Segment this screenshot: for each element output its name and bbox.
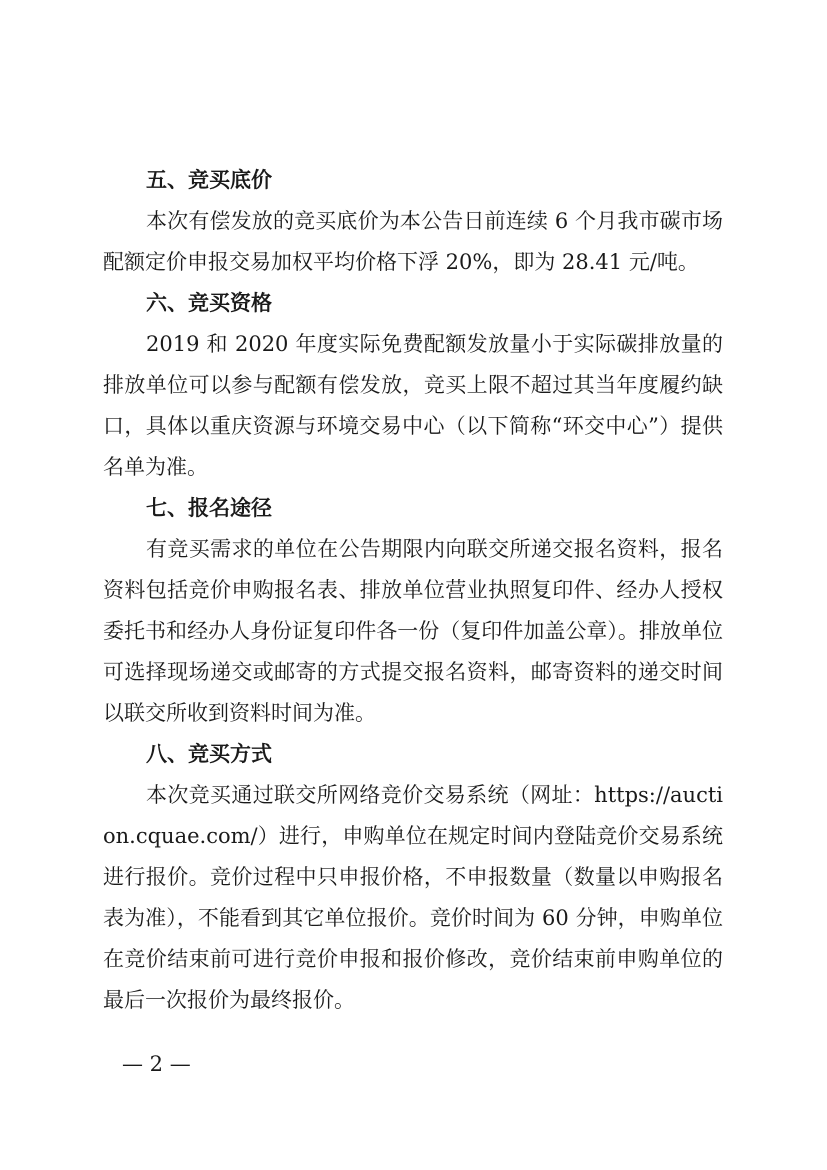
- section-registration: [103, 488, 723, 734]
- section-heading: 八、竞买方式: [146, 742, 272, 766]
- section-paragraph: 有竞买需求的单位在公告期限内向联交所递交报名资料，报名资料包括竞价申购报名表、排放单位营业执照复印件、经办人授权委托书和经办人身份证复印件各一份（复印件加盖公章）。排放单位可选择现场递交或邮寄的方式提交报名资料，邮寄资料的递交时间以联交所收到资料时间为准。: [103, 537, 723, 725]
- section-heading: 五、竞买底价: [146, 168, 272, 192]
- section-reserve-price: [103, 160, 723, 283]
- section-eligibility: [103, 283, 723, 488]
- page-number: — 2 —: [122, 1052, 191, 1076]
- section-paragraph: 本次竞买通过联交所网络竞价交易系统（网址：https://auction.cquae.com/）进行，申购单位在规定时间内登陆竞价交易系统进行报价。竞价过程中只申报价格，不申报数量（数量以申购报名表为准），不能看到其它单位报价。竞价时间为 60 分钟，申购单位在竞价结束前可进行竞价申报和报价修改，竞价结束前申购单位的最后一次报价为最终报价。: [103, 783, 723, 1012]
- section-paragraph: 本次有偿发放的竞买底价为本公告日前连续 6 个月我市碳市场配额定价申报交易加权平均价格下浮 20%，即为 28.41 元/吨。: [103, 209, 723, 274]
- section-heading: 六、竞买资格: [146, 291, 272, 315]
- section-bidding-method: [103, 734, 723, 1021]
- document-body: [103, 160, 723, 1021]
- section-paragraph: 2019 和 2020 年度实际免费配额发放量小于实际碳排放量的排放单位可以参与配额有偿发放，竞买上限不超过其当年度履约缺口，具体以重庆资源与环境交易中心（以下简称“环交中心”）提供名单为准。: [103, 332, 723, 479]
- section-heading: 七、报名途径: [146, 496, 272, 520]
